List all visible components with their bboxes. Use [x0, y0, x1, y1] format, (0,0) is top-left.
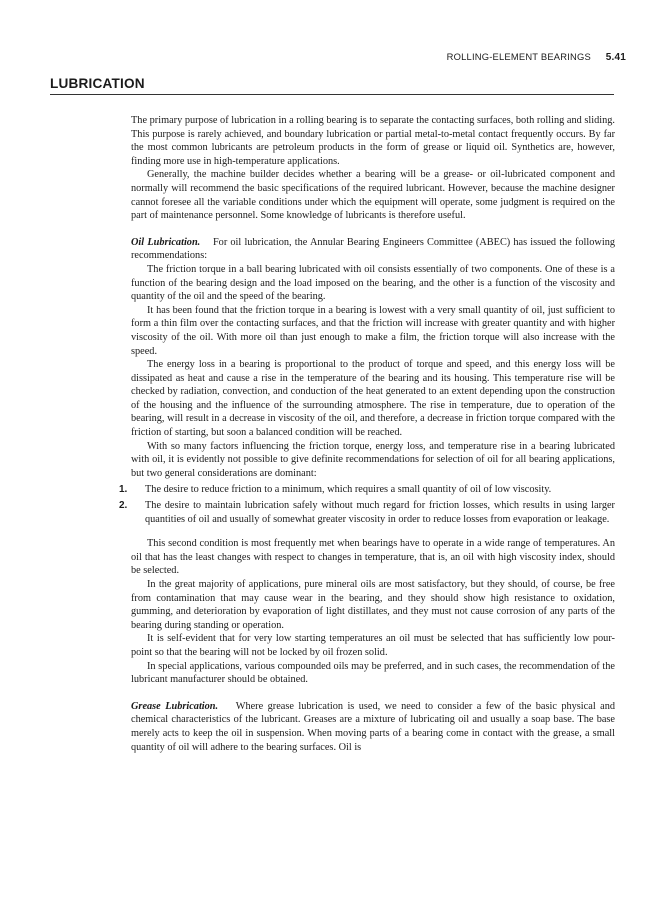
grease-text: Where grease lubrication is used, we need to consider a few of the basic physical and chemical characteristics of the lubricant. Greases are a mixture of lubricating oil and usually a soap base. The base merely acts to keep the oil in suspension. When moving parts of a bearing come in contact with the grease, a small quantity of oil will adhere to the bearing surfaces. Oil is	[131, 700, 615, 753]
paragraph-gap	[131, 528, 615, 537]
grease-lubrication-heading: Grease Lubrication.	[131, 700, 219, 712]
list-item-number: 2.	[119, 500, 128, 512]
oil-lubrication-heading: Oil Lubrication.	[131, 236, 201, 248]
list-item-number: 1.	[119, 484, 128, 496]
list-item-text: The desire to maintain lubrication safely without much regard for friction losses, which results in using larger quantities of oil and usually of somewhat greater viscosity in order to reduce losses from evaporation or leakage.	[145, 500, 615, 525]
page-number: 5.41	[605, 52, 626, 63]
oil-paragraph-5: This second condition is most frequently met when bearings have to operate in a wide range of temperatures. An oil that has the least changes with respect to changes in temperature, that is, an oil with high viscosity index, should be selected.	[131, 538, 615, 577]
list-item	[119, 483, 615, 497]
intro-paragraph-2: Generally, the machine builder decides whether a bearing will be a grease- or oil-lubricated component and normally will recommend the basic specifications of the required lubricant. However, because the machine designer cannot foresee all the variable conditions under which the equipment will operate, some judgment is required on the part of maintenance personnel. Some knowledge of lubricants is therefore useful.	[131, 169, 615, 222]
oil-paragraph-7: It is self-evident that for very low starting temperatures an oil must be selected that has sufficiently low pour-point so that the bearing will not be locked by oil frozen solid.	[131, 633, 615, 658]
oil-paragraph-8: In special applications, various compounded oils may be preferred, and in such cases, the recommendation of the lubricant manufacturer should be obtained.	[131, 660, 615, 686]
running-head-title: ROLLING-ELEMENT BEARINGS	[446, 51, 591, 62]
list-item	[119, 499, 615, 526]
oil-paragraph-6: In the great majority of applications, pure mineral oils are most satisfactory, but they should, of course, be free from contamination that may cause wear in the bearing, and they should show high resistance to oxidation, gumming, and deterioration by evaporation of light distillates, and they must not cause corrosion of any parts of the bearing during standing or operation.	[131, 579, 615, 631]
oil-paragraph-4: With so many factors influencing the friction torque, energy loss, and temperature rise in a bearing lubricated with oil, it is evidently not possible to give definite recommendations for selection of oil for all bearing applications, but two general considerations are dominant:	[131, 440, 615, 479]
oil-lead-paragraph	[131, 236, 615, 263]
considerations-list	[119, 483, 615, 526]
oil-lead-text: For oil lubrication, the Annular Bearing Engineers Committee (ABEC) has issued the following recommendations:	[131, 236, 616, 262]
oil-paragraph-2: It has been found that the friction torque in a bearing is lowest with a very small quantity of oil, just sufficient to form a thin film over the contacting surfaces, and that the friction will increase with greater quantity and with higher viscosity of the oil. With more oil than just enough to make a film, the friction torque will also increase with the speed.	[131, 304, 615, 357]
oil-paragraph-3: The energy loss in a bearing is proportional to the product of torque and speed, and this energy loss will be dissipated as heat and cause a rise in the temperature of the bearing and its housing. This temperature rise will be checked by radiation, convection, and conduction of the heat generated to an extent depending upon the construction of the housing and the influence of the surrounding atmosphere. The rise in temperature, due to operation of the bearing, will result in a decrease in viscosity of the oil, and therefore, a decrease in friction torque compared with the friction of starting, but soon a balanced condition will be reached.	[131, 359, 615, 439]
paragraph-gap	[131, 687, 615, 700]
grease-paragraph	[131, 700, 615, 754]
body-text	[119, 114, 616, 754]
intro-paragraph-1: The primary purpose of lubrication in a rolling bearing is to separate the contacting surfaces, both rolling and sliding. This purpose is rarely achieved, and boundary lubrication or partial metal-to-metal contact frequently occurs. By far the most common lubricants are petroleum products in the form of grease or liquid oil. Synthetics are, however, finding more use in high-temperature applications.	[131, 115, 615, 167]
section-rule	[50, 94, 614, 95]
section-title: LUBRICATION	[50, 76, 145, 91]
list-item-text: The desire to reduce friction to a minimum, which requires a small quantity of oil of low viscosity.	[145, 484, 552, 496]
oil-paragraph-1: The friction torque in a ball bearing lubricated with oil consists essentially of two components. One of these is a function of the bearing design and the load imposed on the bearing, and the other is a function of the viscosity and quantity of the oil and the speed of the bearing.	[131, 263, 615, 303]
paragraph-gap	[131, 223, 615, 236]
running-head	[447, 51, 626, 63]
